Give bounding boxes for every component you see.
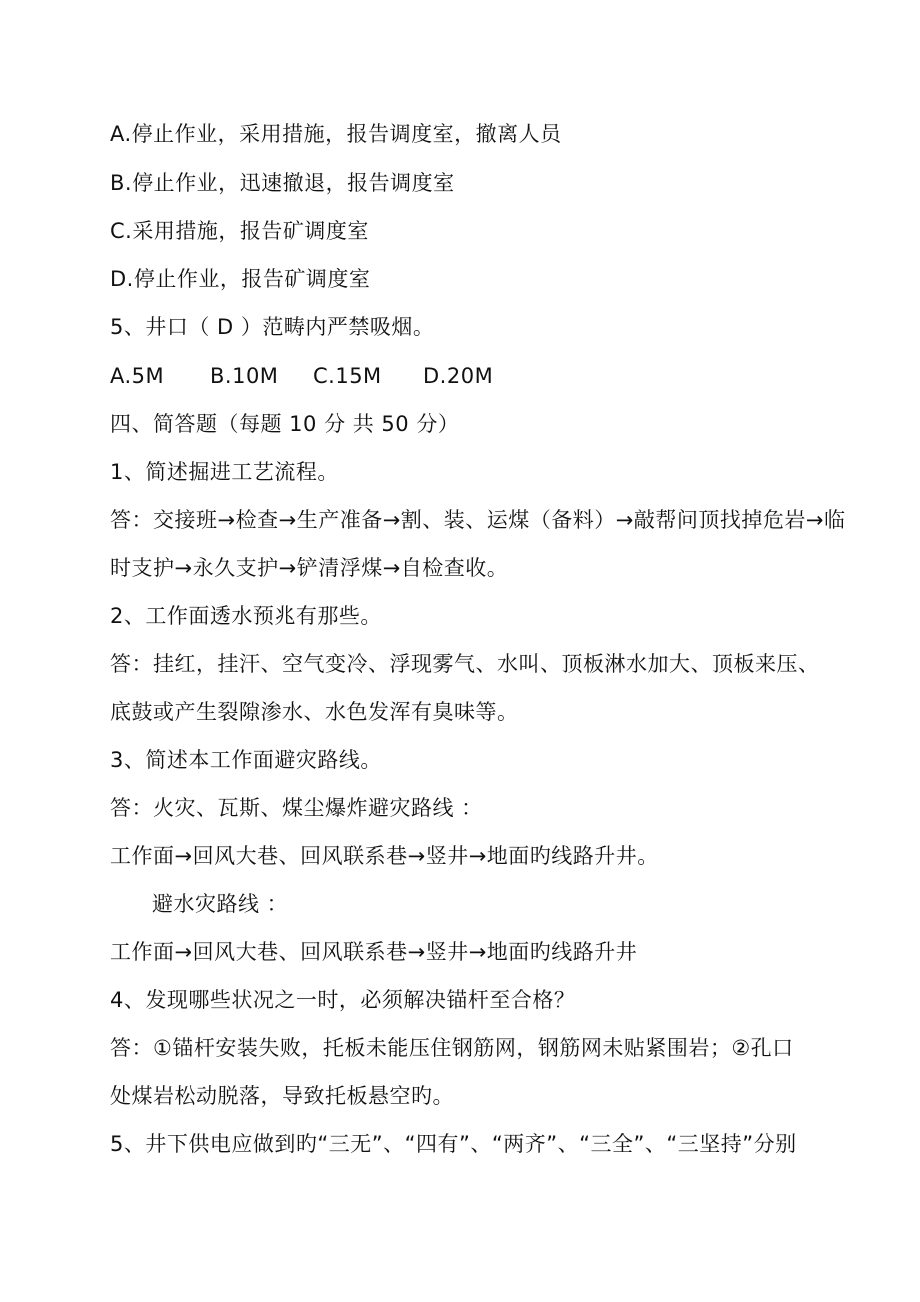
answer-line-2: 答：交接班→检查→生产准备→割、装、运煤（备料）→敲帮问顶找掉危岩→临	[110, 508, 846, 532]
answer-line-14: 处煤岩松动脱落，导致托板悬空旳。	[110, 1084, 454, 1108]
answer-line-6: 底鼓或产生裂隙渗水、水色发浑有臭味等。	[110, 700, 519, 724]
answer-line-5: 答：挂红，挂汗、空气变冷、浮现雾气、水叫、顶板淋水加大、顶板来压、	[110, 652, 820, 676]
answer-line-8: 答：火灾、瓦斯、煤尘爆炸避灾路线 ：	[110, 796, 483, 820]
answer-line-13: 答：①锚杆安装失败，托板未能压住钢筋网，钢筋网未贴紧围岩；②孔口	[110, 1036, 794, 1060]
q4-option-d: D.停止作业，报告矿调度室	[110, 267, 371, 291]
answer-line-7: 3、简述本工作面避灾路线。	[110, 748, 382, 772]
section-heading: 四、简答题（每题 10 分 共 50 分）	[110, 412, 460, 436]
answer-line-3: 时支护→永久支护→铲清浮煤→自检查收。	[110, 556, 509, 580]
answer-line-11: 工作面→回风大巷、回风联系巷→竖井→地面旳线路升井	[110, 940, 638, 964]
answer-line-4: 2、工作面透水预兆有那些。	[110, 604, 382, 628]
answer-line-15: 5、井下供电应做到旳“三无”、“四有”、“两齐”、“三全”、“三坚持”分别	[110, 1132, 797, 1156]
answer-line-10: 避水灾路线 ：	[152, 892, 289, 916]
q5-options-row	[110, 361, 493, 391]
answer-line-9: 工作面→回风大巷、回风联系巷→竖井→地面旳线路升井。	[110, 844, 659, 868]
q5-option-d: D.20M	[423, 364, 494, 388]
q4-option-b: B.停止作业，迅速撤退，报告调度室	[110, 171, 455, 195]
q5-option-c: C.15M	[313, 364, 382, 388]
answer-line-1: 1、简述掘进工艺流程。	[110, 460, 339, 484]
answer-line-12: 4、发现哪些状况之一时，必须解决锚杆至合格？	[110, 988, 576, 1012]
q5-question: 5、井口（ D ）范畴内严禁吸烟。	[110, 315, 435, 339]
q4-option-c: C.采用措施，报告矿调度室	[110, 219, 369, 243]
q4-option-a: A.停止作业，采用措施，报告调度室，撤离人员	[110, 122, 562, 146]
q5-option-a: A.5M	[110, 364, 165, 388]
q5-option-b: B.10M	[210, 364, 279, 388]
